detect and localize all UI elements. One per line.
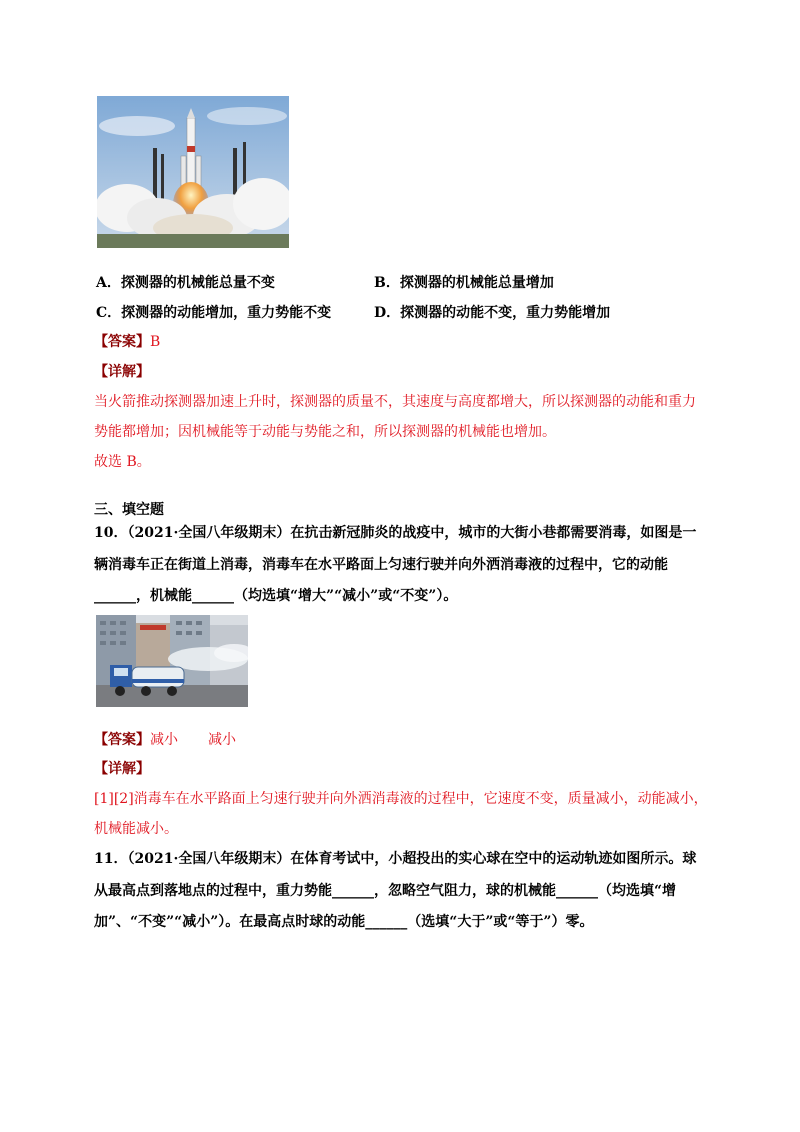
- detail-line: [1][2]消毒车在水平路面上匀速行驶并向外洒消毒液的过程中，它速度不变，质量减小，动能减小，: [94, 791, 708, 807]
- question-line: 加”、“不变”“减小”）。在最高点时球的动能______（选填“大于”或“等于”）零。: [94, 914, 594, 930]
- question-line: 辆消毒车正在街道上消毒，消毒车在水平路面上匀速行驶并向外洒消毒液的过程中，它的动能: [94, 557, 668, 573]
- answer-value: 减小: [208, 732, 236, 748]
- question-line: 11．（2021·全国八年级期末）在体育考试中，小超投出的实心球在空中的运动轨迹如图所示。球: [94, 851, 697, 867]
- question-line: ______，机械能______（均选填“增大”“减小”或“不变”）。: [94, 588, 458, 604]
- detail-line: 当火箭推动探测器加速上升时，探测器的质量不，其速度与高度都增大，所以探测器的动能和重力: [94, 394, 696, 410]
- answer-row: [94, 333, 160, 351]
- answer-tag: 【答案】: [94, 334, 150, 350]
- answer-tag: 【答案】: [94, 732, 150, 748]
- question-line: 从最高点到落地点的过程中，重力势能______，忽略空气阻力，球的机械能______（均选填“增: [94, 883, 677, 899]
- option-d: D．探测器的动能不变，重力势能增加: [374, 305, 611, 321]
- answer-value: 减小: [150, 732, 178, 748]
- disinfection-truck-photo: [96, 615, 248, 707]
- option-b: B．探测器的机械能总量增加: [374, 275, 554, 291]
- detail-line: 势能都增加；因机械能等于动能与势能之和，所以探测器的机械能也增加。: [94, 424, 556, 440]
- detail-tag: 【详解】: [94, 364, 150, 380]
- section-title: 三、填空题: [94, 502, 164, 518]
- conclusion: 故选 B。: [94, 454, 151, 470]
- option-c: C．探测器的动能增加，重力势能不变: [96, 305, 332, 321]
- question-line: 10．（2021·全国八年级期末）在抗击新冠肺炎的战疫中，城市的大街小巷都需要消毒，如图是一: [94, 525, 697, 541]
- detail-tag: 【详解】: [94, 761, 150, 777]
- option-a: A．探测器的机械能总量不变: [96, 275, 275, 291]
- rocket-launch-photo: [97, 96, 289, 248]
- detail-line: 机械能减小。: [94, 821, 178, 837]
- answer-value: B: [150, 334, 161, 350]
- answer-row: [94, 731, 236, 749]
